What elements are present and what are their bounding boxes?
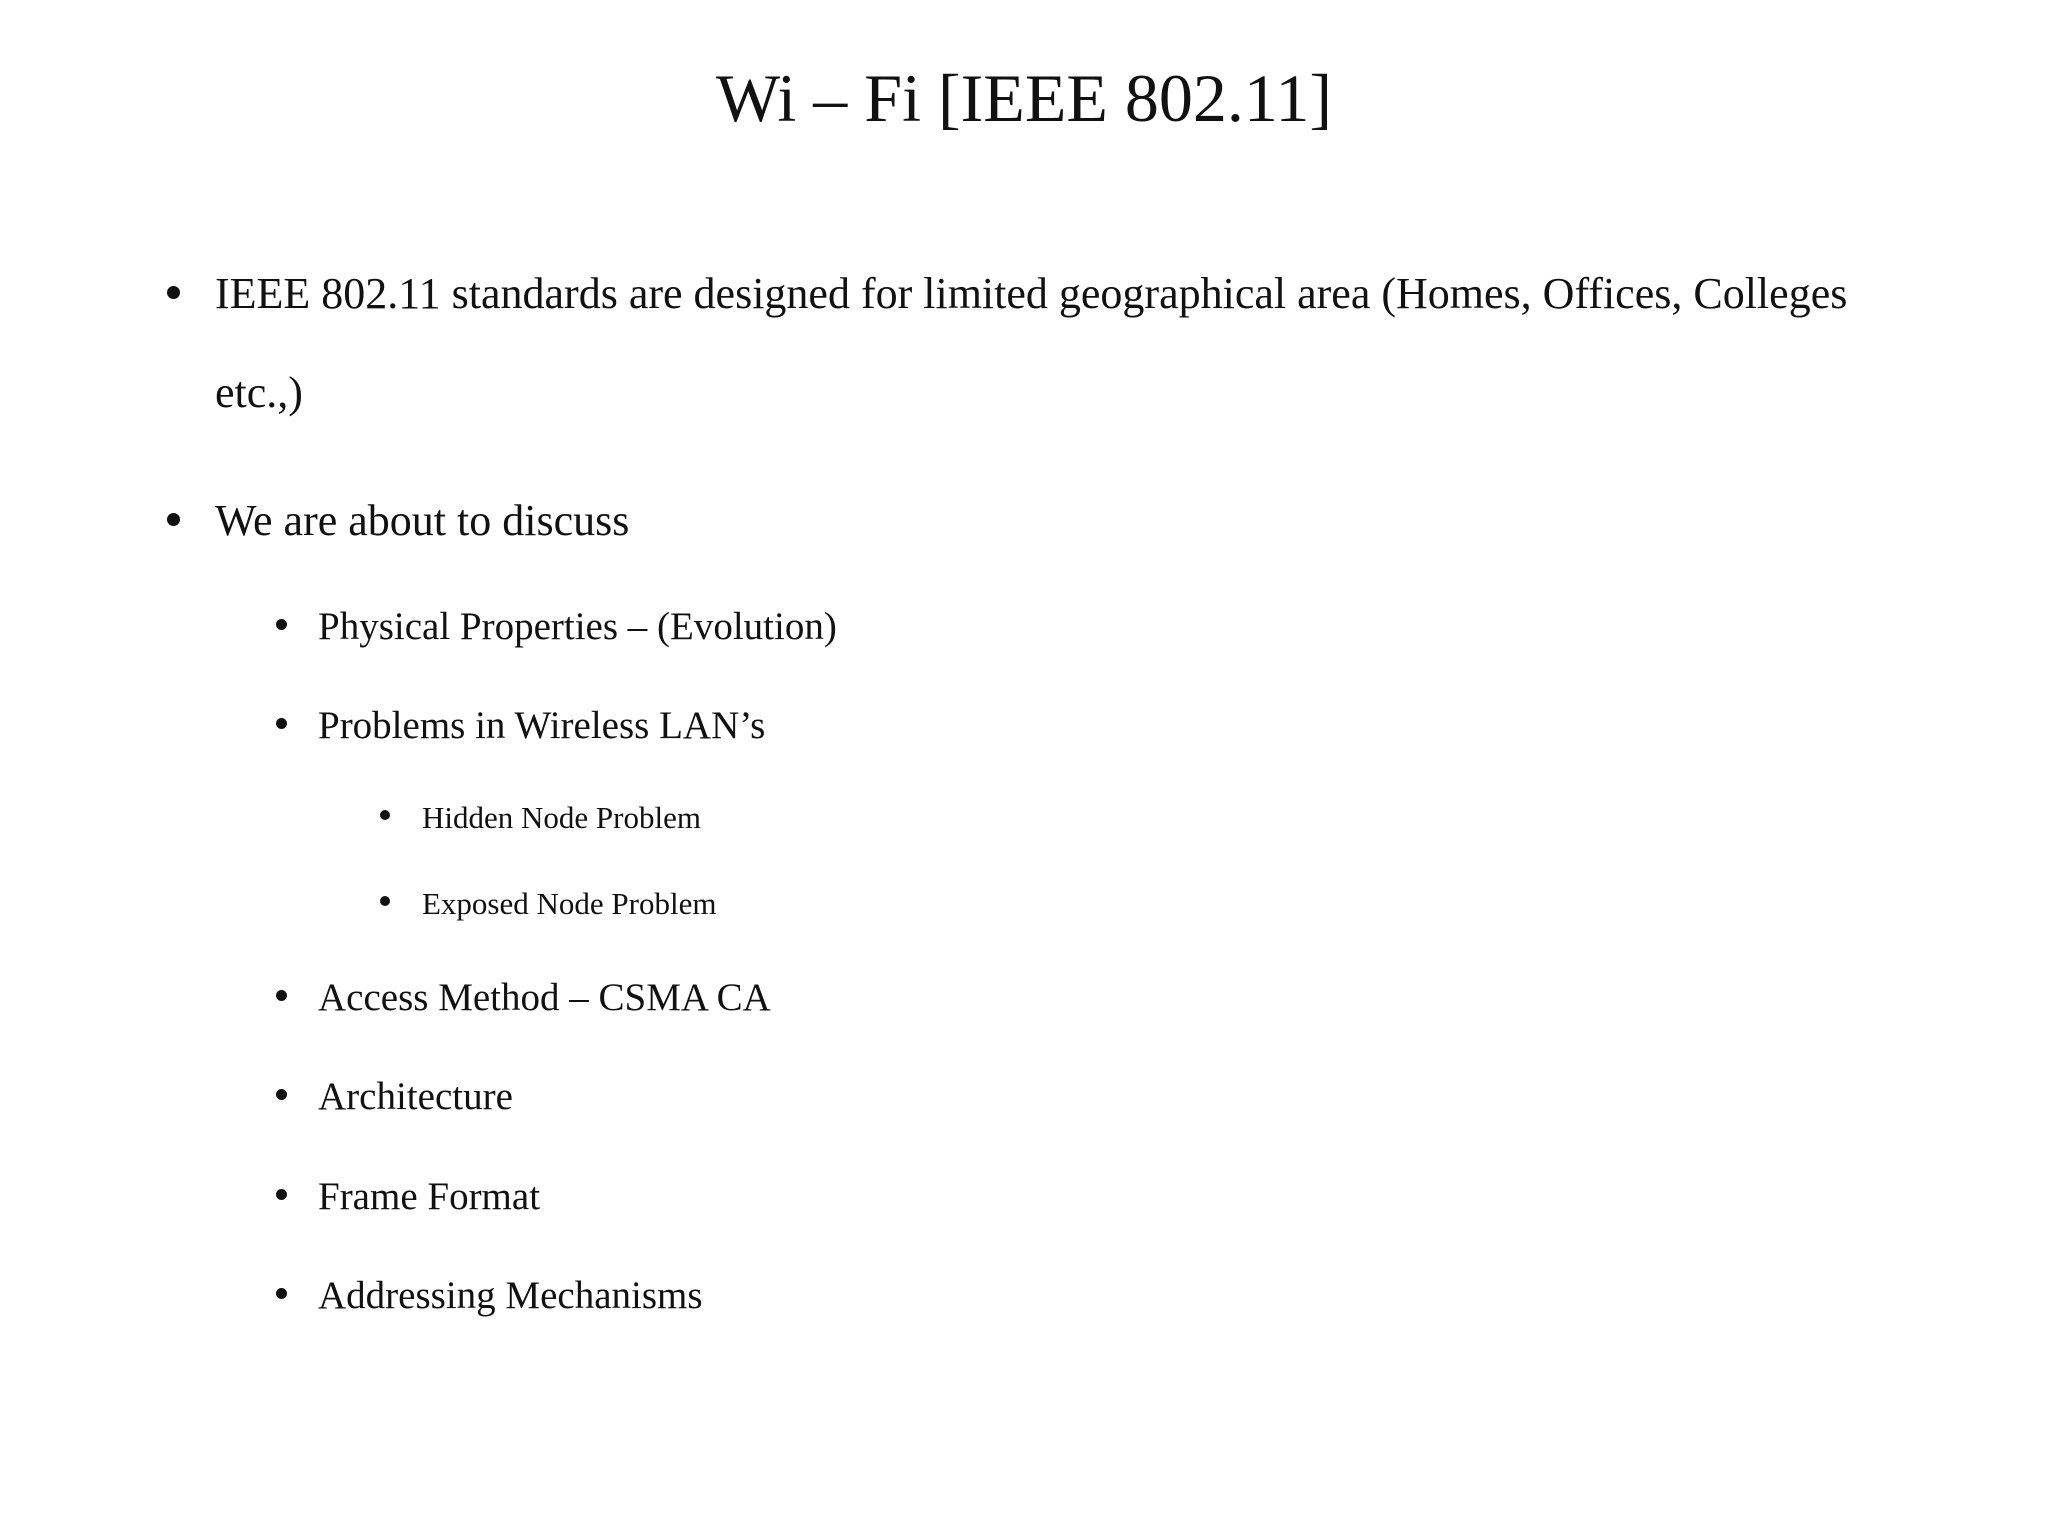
slide-title: Wi – Fi [IEEE 802.11] xyxy=(715,60,1333,136)
bullet-text: We are about to discuss xyxy=(215,496,630,545)
bullet-icon xyxy=(276,1288,287,1299)
subitem-text: Physical Properties – (Evolution) xyxy=(318,605,837,648)
bullet-icon xyxy=(167,513,180,526)
bullet-icon xyxy=(276,619,287,630)
subitem-frame-format xyxy=(318,1174,540,1220)
bullet-icon xyxy=(167,286,180,299)
subitem-text: Architecture xyxy=(318,1075,513,1118)
subitem-text: Addressing Mechanisms xyxy=(318,1274,703,1317)
subsubitem-text: Hidden Node Problem xyxy=(422,800,701,835)
subsubitem-hidden-node xyxy=(422,799,701,837)
subitem-access-method xyxy=(318,975,771,1021)
subsubitem-exposed-node xyxy=(422,885,716,923)
bullet-icon xyxy=(276,718,287,729)
bullet-item xyxy=(215,268,1847,320)
bullet-icon xyxy=(276,1089,287,1100)
bullet-icon xyxy=(380,896,390,906)
bullet-text: etc.,) xyxy=(215,368,303,417)
bullet-item xyxy=(215,495,629,547)
bullet-icon xyxy=(380,810,390,820)
subitem-text: Problems in Wireless LAN’s xyxy=(318,704,766,747)
bullet-text: IEEE 802.11 standards are designed for limited geographical area (Homes, Offices, Colleges xyxy=(215,269,1848,318)
subitem-text: Access Method – CSMA CA xyxy=(318,976,771,1019)
subsubitem-text: Exposed Node Problem xyxy=(422,886,717,921)
bullet-icon xyxy=(276,1189,287,1200)
subitem-addressing xyxy=(318,1273,703,1319)
subitem-architecture xyxy=(318,1074,513,1120)
subitem-text: Frame Format xyxy=(318,1175,541,1218)
bullet-continuation xyxy=(215,367,303,419)
bullet-icon xyxy=(276,990,287,1001)
subitem-problems xyxy=(318,703,765,749)
subitem-physical-properties xyxy=(318,604,837,650)
